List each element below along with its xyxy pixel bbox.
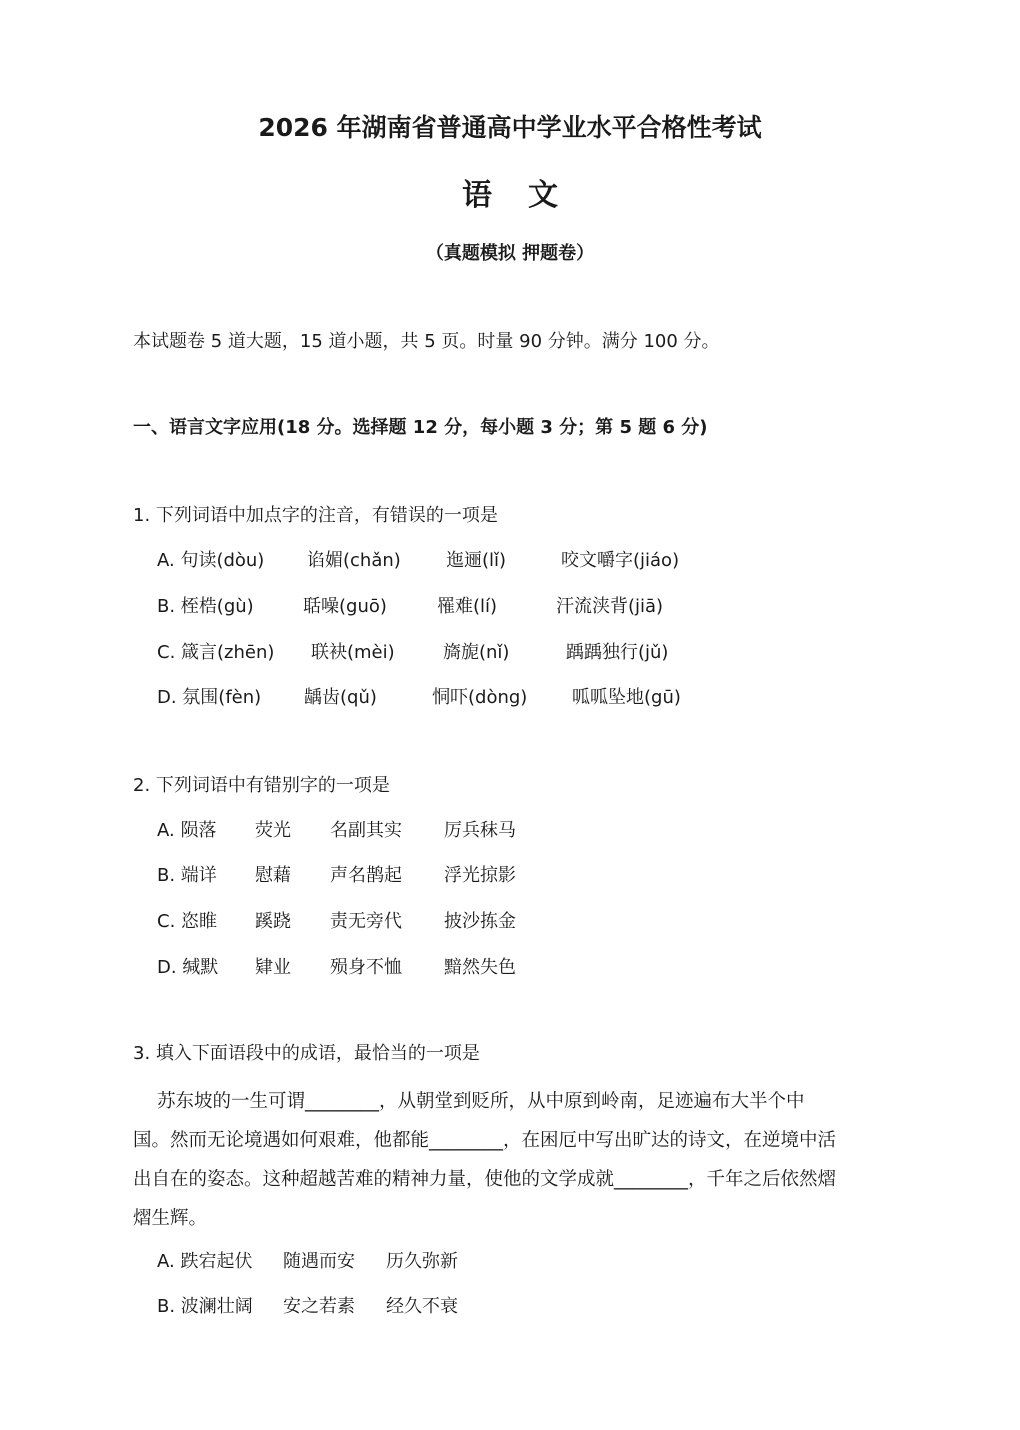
- option-term: 随遇而安: [283, 1251, 355, 1272]
- option-term: 踽踽独行(jǔ): [566, 642, 669, 663]
- option-term: 恫吓(dòng): [432, 687, 528, 708]
- option-term: 旖旎(nǐ): [443, 642, 510, 663]
- option-term: 厉兵秣马: [444, 820, 516, 841]
- option-term: A. 跌宕起伏: [157, 1251, 253, 1272]
- option-term: 黯然失色: [444, 957, 516, 978]
- option-term: C. 恣睢: [157, 911, 218, 932]
- option-term: D. 氛围(fèn): [157, 687, 262, 708]
- option-term: C. 箴言(zhēn): [157, 642, 275, 663]
- option-term: 聒噪(guō): [303, 596, 387, 617]
- option-term: 汗流浃背(jiā): [556, 596, 664, 617]
- option-term: B. 波澜壮阔: [157, 1296, 253, 1317]
- exam-instructions: 本试题卷 5 道大题，15 道小题，共 5 页。时量 90 分钟。满分 100 分。: [133, 331, 720, 352]
- option-term: 呱呱坠地(gū): [572, 687, 681, 708]
- option-term: 名副其实: [330, 820, 402, 841]
- passage-line: 苏东坡的一生可谓________，从朝堂到贬所，从中原到岭南，足迹遍布大半个中: [157, 1091, 805, 1112]
- option-term: B. 端详: [157, 865, 217, 886]
- passage-line: 出自在的姿态。这种超越苦难的精神力量，使他的文学成就________，千年之后依然熠: [133, 1169, 837, 1190]
- option-term: 经久不衰: [386, 1296, 458, 1317]
- option-term: B. 桎梏(gù): [157, 596, 254, 617]
- option-term: 谄媚(chǎn): [307, 550, 401, 571]
- option-term: 肄业: [255, 957, 291, 978]
- section-heading: 一、语言文字应用(18 分。选择题 12 分，每小题 3 分；第 5 题 6 分): [133, 417, 708, 438]
- option-term: 慰藉: [255, 865, 291, 886]
- option-term: 荧光: [255, 820, 291, 841]
- option-term: 迤逦(lǐ): [446, 550, 507, 571]
- option-term: 声名鹊起: [330, 865, 402, 886]
- option-term: 责无旁代: [330, 911, 402, 932]
- option-term: 蹊跷: [255, 911, 291, 932]
- option-term: 浮光掠影: [444, 865, 516, 886]
- option-term: 咬文嚼字(jiáo): [561, 550, 680, 571]
- option-term: 龋齿(qǔ): [304, 687, 377, 708]
- option-term: 罹难(lí): [437, 596, 498, 617]
- option-term: D. 缄默: [157, 957, 219, 978]
- option-term: 安之若素: [283, 1296, 355, 1317]
- option-term: A. 句读(dòu): [157, 550, 265, 571]
- passage-line: 国。然而无论境遇如何艰难，他都能________，在困厄中写出旷达的诗文，在逆境中活: [133, 1130, 837, 1151]
- option-term: 历久弥新: [386, 1251, 458, 1272]
- passage-line: 熠生辉。: [133, 1208, 208, 1229]
- subject-title: 语文: [462, 178, 594, 213]
- option-term: A. 陨落: [157, 820, 217, 841]
- option-term: 殒身不恤: [330, 957, 402, 978]
- option-term: 联袂(mèi): [311, 642, 395, 663]
- exam-subtitle: （真题模拟 押题卷）: [425, 243, 595, 264]
- option-term: 披沙拣金: [444, 911, 516, 932]
- question-2-stem: 2. 下列词语中有错别字的一项是: [133, 775, 390, 796]
- question-3-passage: [133, 1082, 888, 1238]
- question-3-stem: 3. 填入下面语段中的成语，最恰当的一项是: [133, 1043, 480, 1064]
- exam-title: 2026 年湖南省普通高中学业水平合格性考试: [258, 113, 762, 142]
- question-1-stem: 1. 下列词语中加点字的注音，有错误的一项是: [133, 505, 498, 526]
